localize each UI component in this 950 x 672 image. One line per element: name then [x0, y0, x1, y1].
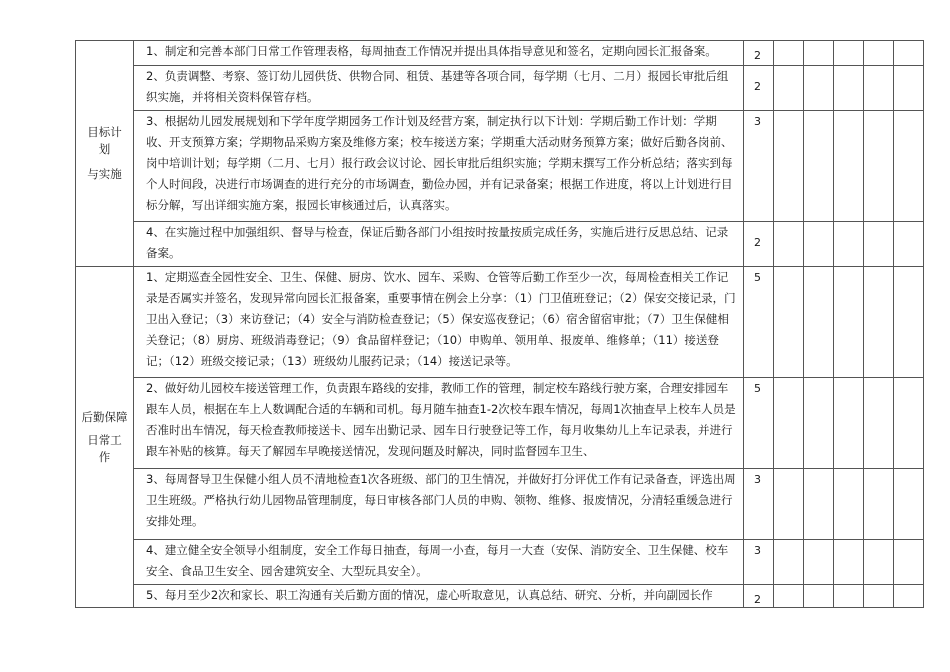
content-cell [134, 222, 744, 267]
item-text: 2、做好幼儿园校车接送管理工作，负责跟车路线的安排，教师工作的管理，制定校车路线行驶方案，合理安排园车跟车人员，根据在车上人数调配合适的车辆和司机。每月随车抽查1-2次校车跟车情况，每周1次抽查早上校车人员是否准时出车情况，每天检查教师接送卡、园车出勤记录、园车日行驶登记等工作，每月收集幼儿上车记录表，并进行跟车补贴的核算。每天了解园车早晚接送情况，发现问题及时解决，同时监督园车卫生、 [146, 381, 736, 458]
item-text: 4、建立健全安全领导小组制度，安全工作每日抽查，每周一小查，每月一大查（安保、消防安全、卫生保健、校车安全、食品卫生安全、园舍建筑安全、大型玩具安全）。 [146, 543, 729, 578]
blank-cell [894, 267, 924, 378]
content-cell [134, 469, 744, 540]
table-row [76, 267, 924, 378]
blank-cell [774, 469, 804, 540]
score-cell [744, 540, 774, 585]
content-cell [134, 66, 744, 111]
blank-cell [834, 585, 864, 608]
blank-cell [804, 111, 834, 222]
blank-cell [864, 41, 894, 66]
blank-cell [804, 66, 834, 111]
blank-cell [864, 378, 894, 469]
item-text: 3、每周督导卫生保健小组人员不清地检查1次各班级、部门的卫生情况，并做好打分评优工作有记录备查，评选出周卫生班级。严格执行幼儿园物品管理制度，每日审核各部门人员的申购、领物、维修、报废情况，分清轻重缓急进行安排处理。 [146, 472, 736, 528]
blank-cell [834, 267, 864, 378]
category-line: 作 [98, 449, 111, 464]
content-cell [134, 378, 744, 469]
table-row [76, 66, 924, 111]
blank-cell [774, 585, 804, 608]
blank-cell [834, 66, 864, 111]
blank-cell [774, 222, 804, 267]
blank-cell [774, 66, 804, 111]
blank-cell [894, 41, 924, 66]
table-row [76, 469, 924, 540]
table-row [76, 111, 924, 222]
score-cell [744, 66, 774, 111]
blank-cell [774, 540, 804, 585]
blank-cell [894, 111, 924, 222]
score-value: 3 [754, 473, 761, 486]
blank-cell [894, 585, 924, 608]
score-cell [744, 585, 774, 608]
score-value: 2 [754, 236, 761, 249]
content-cell [134, 585, 744, 608]
blank-cell [804, 267, 834, 378]
blank-cell [864, 267, 894, 378]
score-cell [744, 222, 774, 267]
score-cell [744, 469, 774, 540]
category-line: 与实施 [87, 167, 122, 181]
score-value: 3 [754, 544, 761, 557]
table-row [76, 41, 924, 66]
blank-cell [804, 222, 834, 267]
blank-cell [834, 378, 864, 469]
category-line: 日常工 [87, 432, 122, 447]
blank-cell [894, 540, 924, 585]
score-cell [744, 378, 774, 469]
item-text: 1、制定和完善本部门日常工作管理表格，每周抽查工作情况并提出具体指导意见和签名，定期向园长汇报备案。 [146, 44, 717, 58]
blank-cell [894, 222, 924, 267]
category-line: 划 [98, 142, 111, 156]
item-text: 4、在实施过程中加强组织、督导与检查，保证后勤各部门小组按时按量按质完成任务，实施后进行反思总结、记录备案。 [146, 225, 729, 260]
blank-cell [774, 378, 804, 469]
content-cell [134, 111, 744, 222]
blank-cell [894, 378, 924, 469]
blank-cell [894, 66, 924, 111]
blank-cell [834, 469, 864, 540]
score-value: 2 [754, 49, 761, 62]
blank-cell [774, 41, 804, 66]
score-cell [744, 267, 774, 378]
blank-cell [864, 222, 894, 267]
table-row [76, 585, 924, 608]
category-cell-goal-planning [76, 41, 134, 267]
item-text: 2、负责调整、考察、签订幼儿园供货、供物合同、租赁、基建等各项合同，每学期（七月、二月）报园长审批后组织实施，并将相关资料保管存档。 [146, 69, 729, 104]
blank-cell [774, 267, 804, 378]
blank-cell [864, 66, 894, 111]
table-row [76, 540, 924, 585]
blank-cell [804, 540, 834, 585]
score-value: 2 [754, 80, 761, 93]
score-cell [744, 41, 774, 66]
evaluation-table [75, 40, 924, 608]
category-line: 后勤保障 [81, 409, 128, 424]
blank-cell [864, 585, 894, 608]
score-value: 3 [754, 115, 761, 128]
blank-cell [804, 469, 834, 540]
content-cell [134, 41, 744, 66]
blank-cell [834, 111, 864, 222]
blank-cell [804, 378, 834, 469]
item-text: 1、定期巡查全园性安全、卫生、保健、厨房、饮水、园车、采购、仓管等后勤工作至少一次，每周检查相关工作记录是否属实并签名，发现异常向园长汇报备案，重要事情在例会上分享：（1）门卫值班登记；（2）保安交接记录，门卫出入登记；（3）来访登记；（4）安全与消防检查登记；（5）保安巡夜登记；（6）宿舍留宿审批；（7）卫生保健相关登记；（8）厨房、班级消毒登记；（9）食品留样登记；（10）申购单、领用单、报废单、维修单；（11）接送登记；（12）班级交接记录；（13）班级幼儿服药记录；（14）接送记录等。 [146, 270, 736, 368]
item-text: 5、每月至少2次和家长、职工沟通有关后勤方面的情况，虚心听取意见，认真总结、研究、分析，并向副园长作 [146, 588, 713, 602]
category-cell-logistics [76, 267, 134, 608]
blank-cell [864, 540, 894, 585]
blank-cell [834, 41, 864, 66]
category-line: 目标计 [87, 125, 122, 139]
blank-cell [834, 222, 864, 267]
item-text: 3、根据幼儿园发展规划和下学年度学期园务工作计划及经营方案，制定执行以下计划：学期后勤工作计划：学期收、开支预算方案；学期物品采购方案及维修方案；校车接送方案；学期重大活动财务预算方案；做好后勤各岗前、岗中培训计划；每学期（二月、七月）报行政会议讨论、园长审批后组织实施；学期末撰写工作分析总结；落实到每个人时间段，决进行市场调查的进行充分的市场调查，勤俭办园，并有记录备案；根据工作进度，将以上计划进行目标分解，写出详细实施方案，报园长审核通过后，认真落实。 [146, 114, 733, 212]
content-cell [134, 267, 744, 378]
blank-cell [894, 469, 924, 540]
score-value: 5 [754, 382, 761, 395]
blank-cell [834, 540, 864, 585]
blank-cell [864, 111, 894, 222]
table-row [76, 378, 924, 469]
table-row [76, 222, 924, 267]
blank-cell [804, 41, 834, 66]
blank-cell [864, 469, 894, 540]
blank-cell [774, 111, 804, 222]
score-cell [744, 111, 774, 222]
blank-cell [804, 585, 834, 608]
score-value: 5 [754, 271, 761, 284]
score-value: 2 [754, 593, 761, 606]
content-cell [134, 540, 744, 585]
